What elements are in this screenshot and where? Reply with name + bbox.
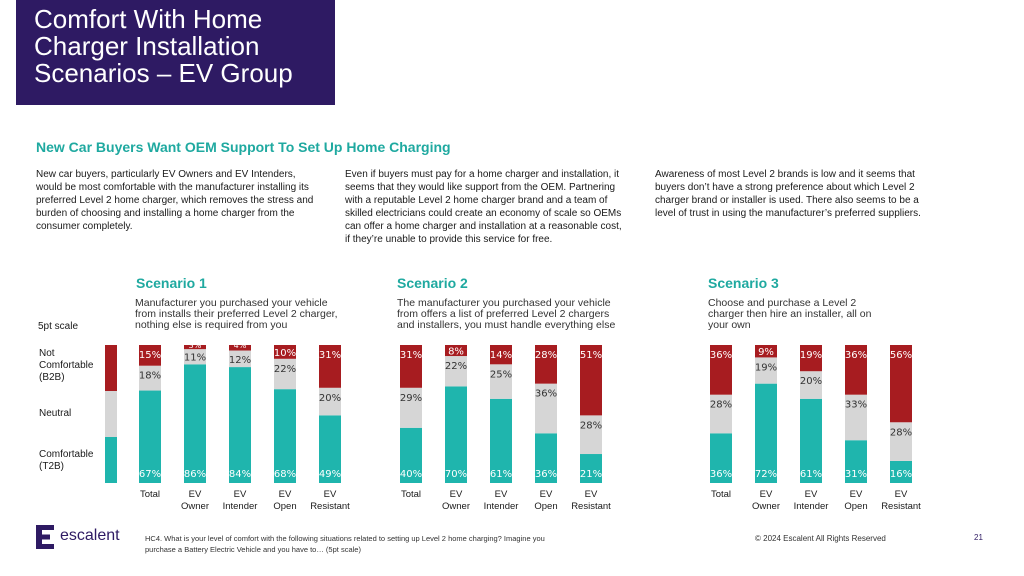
data-label-neutral-scenario-2-3: 25% (489, 369, 513, 381)
title-line-3: Scenarios – EV Group (34, 58, 293, 88)
data-label-neutral-scenario-3-3: 20% (799, 376, 823, 388)
description-line: Choose and purchase a Level 2 (708, 297, 857, 309)
legend-line: (B2B) (39, 372, 65, 383)
data-label-comfortable-scenario-1-1: 67% (138, 469, 162, 480)
page-number: 21 (974, 533, 983, 542)
data-label-not-comfortable-scenario-1-1: 15% (138, 350, 162, 361)
paragraph-line: skilled electricians could create an economy of scale so OEMs (345, 208, 622, 219)
description-line: nothing else is required from you (135, 319, 288, 331)
data-label-neutral-scenario-2-1: 29% (399, 392, 423, 404)
data-label-not-comfortable-scenario-1-2: 3% (188, 341, 202, 350)
data-label-neutral-scenario-3-4: 33% (844, 399, 868, 411)
paragraph-line: can offer a home charger and installation at a reasonable cost, (345, 221, 622, 232)
category-label-scenario-2-2: EV (449, 489, 463, 500)
category-label-scenario-3-4: EV (849, 489, 863, 500)
legend-swatch-not-comfortable (105, 345, 117, 391)
category-label-scenario-2-3: EV (494, 489, 508, 500)
category-label-scenario-3-5: Resistant (881, 501, 921, 512)
category-label-scenario-1-3: Intender (222, 501, 258, 512)
description-line: your own (708, 319, 751, 331)
legend-swatch-comfortable (105, 437, 117, 483)
category-label-scenario-1-4: EV (278, 489, 292, 500)
category-label-scenario-2-2: Owner (442, 501, 470, 512)
category-label-scenario-2-3: Intender (483, 501, 519, 512)
data-label-comfortable-scenario-3-3: 61% (799, 469, 823, 480)
data-label-comfortable-scenario-1-3: 84% (228, 469, 252, 480)
paragraph-line: with a reputable Level 2 home charger brand and a team of (345, 195, 608, 206)
paragraph-line: would be most comfortable with the manufacturer installing its (36, 182, 309, 193)
paragraph-line: consumer completely. (36, 221, 133, 232)
escalent-logo-icon (36, 525, 56, 554)
description-line: charger then hire an installer, all on (708, 308, 872, 320)
category-label-scenario-1-1: Total (139, 489, 161, 500)
paragraph-line: Even if buyers must pay for a home charger and installation, it (345, 169, 620, 180)
category-label-scenario-1-5: EV (323, 489, 337, 500)
description-line: and installers, you must handle everything else (397, 319, 616, 331)
paragraph-line: seems that they would like support from the OEM. Partnering (345, 182, 616, 193)
category-label-scenario-2-5: Resistant (571, 501, 611, 512)
legend-line: Comfortable (39, 449, 94, 460)
data-label-neutral-scenario-2-5: 28% (579, 420, 603, 432)
data-label-not-comfortable-scenario-1-5: 31% (318, 350, 342, 361)
scenario-2-title: Scenario 2 (397, 275, 468, 291)
data-label-not-comfortable-scenario-2-1: 31% (399, 350, 423, 361)
data-label-neutral-scenario-1-5: 20% (318, 392, 342, 404)
description-line: from installs their preferred Level 2 charger, (135, 308, 338, 320)
data-label-not-comfortable-scenario-2-3: 14% (489, 350, 513, 361)
data-label-not-comfortable-scenario-3-1: 36% (709, 350, 733, 361)
paragraph-line: if they’re unable to provide this service for free. (345, 234, 553, 245)
data-label-not-comfortable-scenario-3-3: 19% (799, 350, 823, 361)
category-label-scenario-3-2: Owner (752, 501, 780, 512)
category-label-scenario-3-1: Total (710, 489, 732, 500)
category-label-scenario-1-2: EV (188, 489, 202, 500)
data-label-not-comfortable-scenario-3-4: 36% (844, 350, 868, 361)
description-line: The manufacturer you purchased your vehicle (397, 297, 611, 309)
legend-line: Neutral (39, 408, 72, 419)
paragraph-line: burden of choosing and installing a home charger from the (36, 208, 295, 219)
data-label-comfortable-scenario-2-3: 61% (489, 469, 513, 480)
category-label-scenario-1-3: EV (233, 489, 247, 500)
data-label-neutral-scenario-1-3: 12% (228, 354, 252, 366)
title-line-1: Comfort With Home (34, 4, 263, 34)
paragraph-line: Awareness of most Level 2 brands is low and it seems that (655, 169, 915, 180)
data-label-neutral-scenario-1-4: 22% (273, 363, 297, 375)
data-label-neutral-scenario-3-5: 28% (889, 427, 913, 439)
data-label-comfortable-scenario-2-4: 36% (534, 469, 558, 480)
data-label-comfortable-scenario-1-4: 68% (273, 469, 297, 480)
category-label-scenario-1-4: Open (273, 501, 297, 512)
data-label-comfortable-scenario-3-4: 31% (844, 469, 868, 480)
data-label-neutral-scenario-1-2: 11% (183, 352, 207, 364)
category-label-scenario-1-2: Owner (181, 501, 209, 512)
scenario-1-title: Scenario 1 (136, 275, 207, 291)
paragraph-line: charger brand or installer is used. There also seems to be a (655, 195, 919, 206)
footer-question-note (145, 533, 545, 555)
data-label-comfortable-scenario-3-5: 16% (889, 469, 913, 480)
data-label-not-comfortable-scenario-1-4: 10% (273, 347, 297, 359)
scenario-3-title: Scenario 3 (708, 275, 779, 291)
bar-comfortable-scenario-1-2 (184, 364, 206, 483)
data-label-not-comfortable-scenario-3-2: 9% (758, 347, 774, 359)
legend-line: Comfortable (39, 360, 94, 371)
legend-line: (T2B) (39, 461, 64, 472)
data-label-comfortable-scenario-2-5: 21% (579, 469, 603, 480)
data-label-comfortable-scenario-2-1: 40% (399, 469, 423, 480)
data-label-neutral-scenario-2-2: 22% (444, 361, 468, 373)
paragraph-line: buyers don’t have a strong preference about which Level 2 (655, 182, 915, 193)
category-label-scenario-3-3: Intender (793, 501, 829, 512)
category-label-scenario-1-5: Resistant (310, 501, 350, 512)
data-label-neutral-scenario-3-2: 19% (754, 362, 778, 374)
category-label-scenario-2-5: EV (584, 489, 598, 500)
data-label-not-comfortable-scenario-1-3: 4% (233, 341, 247, 350)
subheading: New Car Buyers Want OEM Support To Set Up Home Charging (36, 139, 451, 155)
scale-label: 5pt scale (38, 321, 79, 332)
category-label-scenario-3-3: EV (804, 489, 818, 500)
data-label-not-comfortable-scenario-2-5: 51% (579, 350, 603, 361)
logo-text: escalent (60, 527, 120, 544)
paragraph-line: level of trust in using the manufacturer’s preferred suppliers. (655, 208, 921, 219)
data-label-comfortable-scenario-3-2: 72% (754, 469, 778, 480)
data-label-comfortable-scenario-1-2: 86% (183, 469, 207, 480)
category-label-scenario-2-1: Total (400, 489, 422, 500)
copyright: © 2024 Escalent All Rights Reserved (755, 534, 886, 543)
legend-line: Not (39, 348, 55, 359)
legend-swatch-neutral (105, 391, 117, 437)
data-label-not-comfortable-scenario-2-4: 28% (534, 350, 558, 361)
data-label-comfortable-scenario-3-1: 36% (709, 469, 733, 480)
bar-comfortable-scenario-1-3 (229, 367, 251, 483)
data-label-neutral-scenario-3-1: 28% (709, 399, 733, 411)
category-label-scenario-3-4: Open (844, 501, 868, 512)
data-label-neutral-scenario-1-1: 18% (138, 370, 162, 382)
category-label-scenario-2-4: EV (539, 489, 553, 500)
paragraph-line: preferred Level 2 home charger, which removes the stress and (36, 195, 314, 206)
footer-note-line: purchase a Battery Electric Vehicle and you have to… (5pt scale) (145, 545, 361, 554)
description-line: from offers a list of preferred Level 2 chargers (397, 308, 610, 320)
category-label-scenario-2-4: Open (534, 501, 558, 512)
data-label-neutral-scenario-2-4: 36% (534, 388, 558, 400)
data-label-comfortable-scenario-2-2: 70% (444, 469, 468, 480)
category-label-scenario-3-5: EV (894, 489, 908, 500)
data-label-not-comfortable-scenario-3-5: 56% (889, 350, 913, 361)
paragraph-line: New car buyers, particularly EV Owners and EV Intenders, (36, 169, 296, 180)
data-label-not-comfortable-scenario-2-2: 8% (448, 346, 464, 358)
data-label-comfortable-scenario-1-5: 49% (318, 469, 342, 480)
title-line-2: Charger Installation (34, 31, 260, 61)
footer-note-line: HC4. What is your level of comfort with the following situations related to setting up Level 2 home charging? Imagine you (145, 534, 545, 543)
description-line: Manufacturer you purchased your vehicle (135, 297, 328, 309)
category-label-scenario-3-2: EV (759, 489, 773, 500)
